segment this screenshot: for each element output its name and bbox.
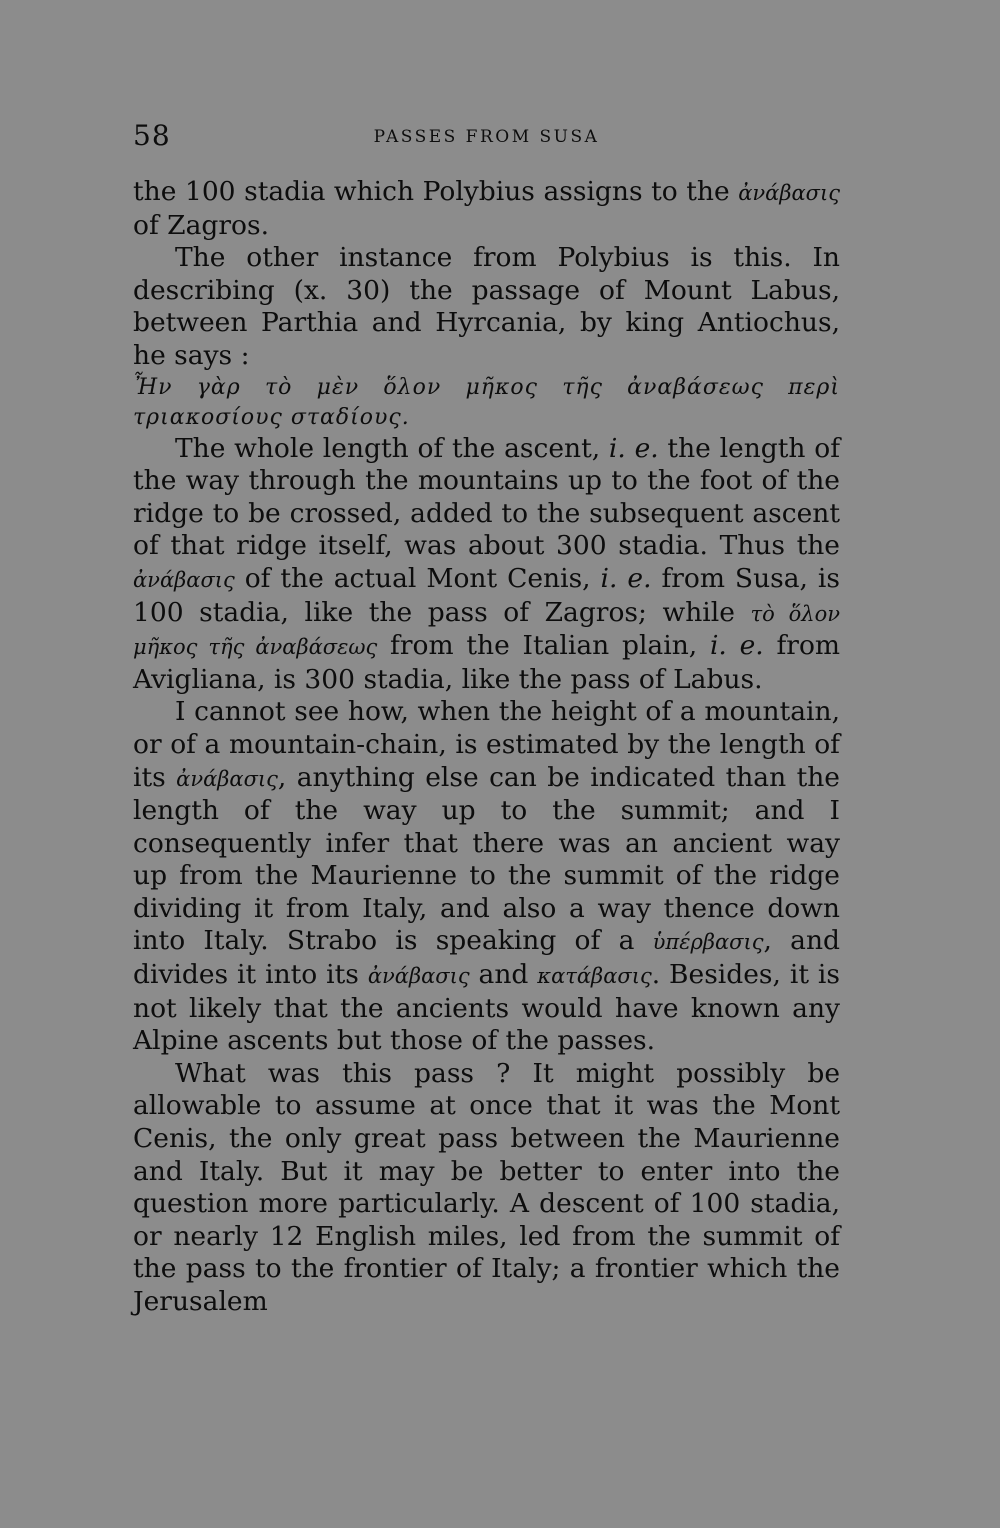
body-text xyxy=(133,176,840,1319)
running-head: PASSES FROM SUSA xyxy=(373,127,600,147)
text-run: , anything else can be indicated than the length of the way up to the summit; and I consequently infer that there was an ancient way up from the Maurienne to the summit of the ridge dividing it from Italy, and also a way thence down into Italy. Strabo is speaking of a xyxy=(133,761,840,957)
greek-term: ἀνάβασις xyxy=(738,181,840,205)
greek-term: ἀνάβασις xyxy=(176,766,278,791)
text-run: Ἦν γὰρ τὸ μὲν ὅλον μῆκος τῆς ἀναβάσεως περὶ τριακοσίους σταδίους. xyxy=(133,374,840,430)
text-run: the 100 stadia which Polybius assigns to the xyxy=(133,176,739,207)
text-run: of the actual Mont Cenis, xyxy=(234,562,601,594)
greek-term: κατάβασις xyxy=(537,964,652,989)
text-run: The other instance from Polybius is this. In describing (x. 30) the passage of Mount Labus, between Parthia and Hyrcania, by king Antiochus, he says : xyxy=(133,242,840,371)
paragraph xyxy=(133,696,840,1058)
text-run: from Susa, is 100 stadia, like the pass of Zagros; while xyxy=(133,562,840,628)
text-run: I cannot see how, when the height of a mountain, or of a mountain-chain, is estimated by the length of its xyxy=(133,696,840,793)
text-run: and xyxy=(469,959,538,991)
italic-abbrev: i. e. xyxy=(709,630,764,662)
greek-term: τὸ ὅλον μῆκος τῆς ἀναβάσεως xyxy=(133,601,840,660)
paragraph xyxy=(133,1058,840,1319)
text-run: What was this pass ? It might possibly be allowable to assume at once that it was the Mont Cenis, the only great pass between the Maurienne and Italy. But it may be better to enter into the question more particularly. A descent of 100 stadia, or nearly 12 English miles, led from the summit of the pass to the frontier of Italy; a frontier which the Jerusalem xyxy=(133,1057,840,1317)
greek-term: ὑπέρβασις xyxy=(652,930,764,955)
text-run: of Zagros. xyxy=(133,209,270,241)
text-run: from the Italian plain, xyxy=(377,630,710,662)
text-run: . Besides, it is not likely that the ancients would have known any Alpine ascents but those of the passes. xyxy=(133,959,840,1057)
greek-term: ἀνάβασις xyxy=(133,567,235,592)
paragraph xyxy=(133,176,840,242)
text-run: The whole length of the ascent, xyxy=(175,432,609,464)
page-number: 58 xyxy=(133,119,171,152)
greek-quotation xyxy=(133,373,840,433)
text-run: from Avigliana, is 300 stadia, like the pass of Labus. xyxy=(133,630,841,695)
paragraph xyxy=(133,433,840,697)
greek-term: ἀνάβασις xyxy=(367,964,470,989)
page-header xyxy=(133,119,840,159)
text-run: , and divides it into its xyxy=(133,925,840,991)
text-run: the length of the way through the mountains up to the foot of the ridge to be crossed, added to the subsequent ascent of that ridge itself, was about 300 stadia. Thus the xyxy=(133,432,840,562)
italic-abbrev: i. e. xyxy=(608,432,659,464)
italic-abbrev: i. e. xyxy=(600,562,652,594)
paragraph xyxy=(133,242,840,372)
